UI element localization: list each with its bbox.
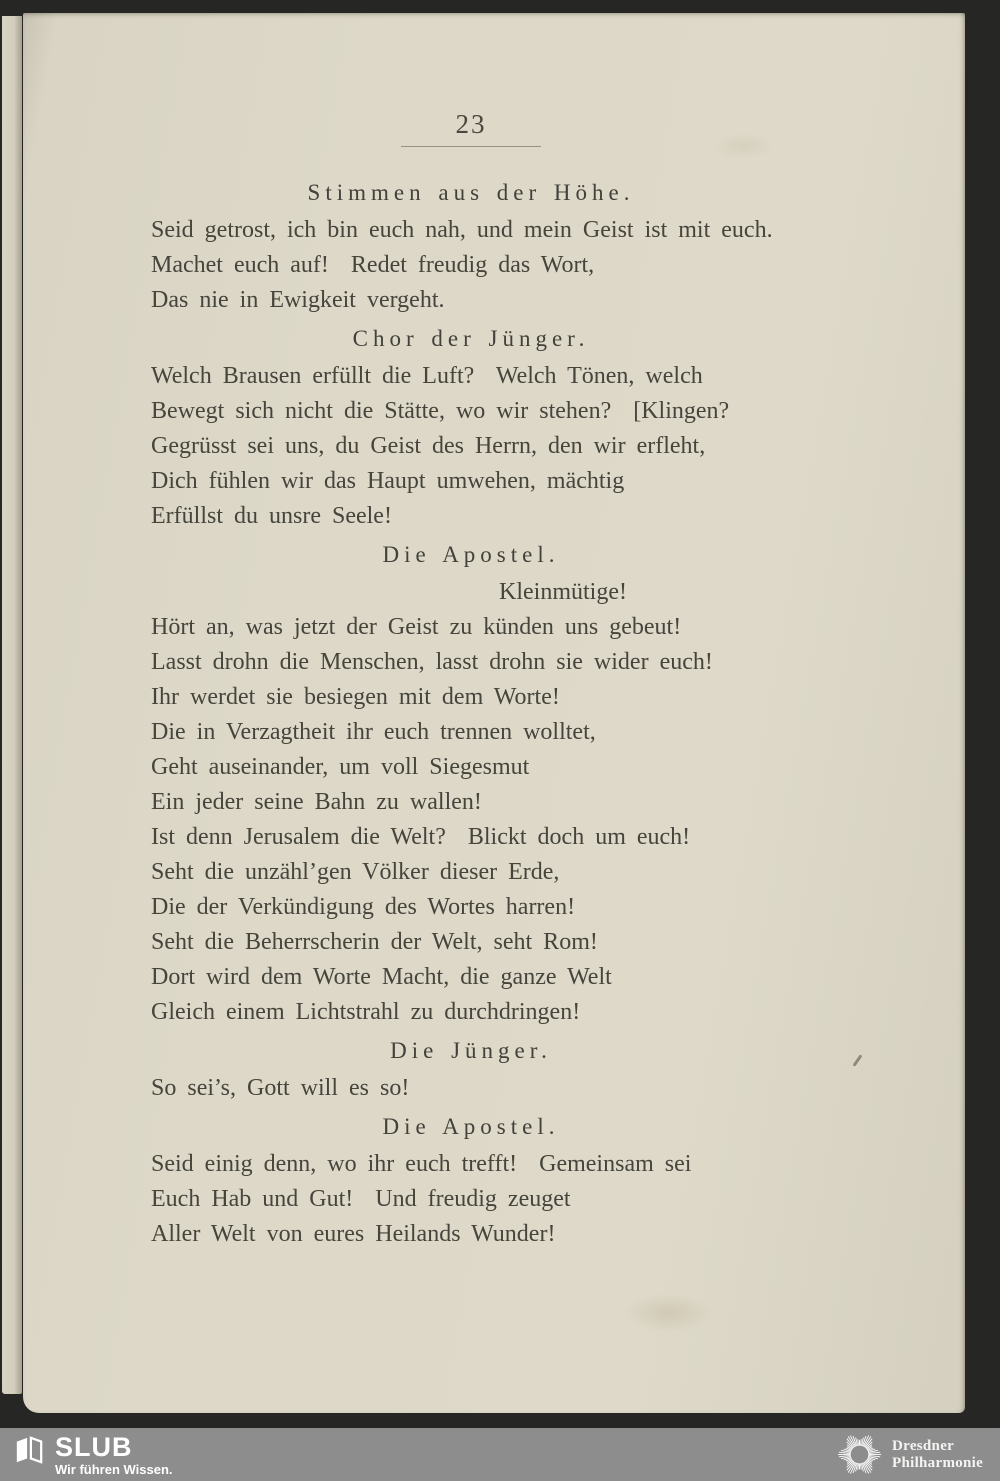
verse-line: Das nie in Ewigkeit vergeht. (151, 287, 445, 313)
section-heading: Die Jünger. (390, 1038, 552, 1063)
viewer-footer (0, 1428, 1000, 1481)
verse-line: Seht die unzähl’gen Völker dieser Erde, (151, 859, 560, 885)
book-icon (14, 1435, 44, 1465)
verse-line: Kleinmütige! (499, 579, 627, 605)
partner-line2: Philharmonie (892, 1454, 984, 1471)
verse-line: Gegrüsst sei uns, du Geist des Herrn, den wir erfleht, (151, 433, 706, 459)
dresdner-philharmonie-logo (836, 1431, 983, 1478)
slub-text (55, 1433, 173, 1477)
verse-line: Hört an, was jetzt der Geist zu künden uns gebeut! (151, 614, 682, 640)
verse-line: Machet euch auf! Redet freudig das Wort, (151, 252, 595, 278)
underlying-page-edge (2, 16, 22, 1394)
verse-line: Die der Verkündigung des Wortes harren! (151, 894, 576, 920)
verse-line: Die in Verzagtheit ihr euch trennen wolltet, (151, 719, 596, 745)
verse-line: So sei’s, Gott will es so! (151, 1075, 410, 1101)
text-column (151, 13, 851, 1252)
verse-line: Seid getrost, ich bin euch nah, und mein Geist ist mit euch. (151, 217, 773, 243)
dresdner-philharmonie-text (892, 1438, 983, 1472)
book-page (23, 13, 965, 1413)
verse-line: Euch Hab und Gut! Und freudig zeuget (151, 1186, 571, 1212)
section-heading: Die Apostel. (382, 1114, 560, 1139)
verse-line: Seid einig denn, wo ihr euch trefft! Gemeinsam sei (151, 1151, 692, 1177)
verse-line: Geht auseinander, um voll Siegesmut (151, 754, 530, 780)
verse-line: Gleich einem Lichtstrahl zu durchdringen! (151, 999, 581, 1025)
verse-line: Ihr werdet sie besiegen mit dem Worte! (151, 684, 560, 710)
slub-tagline: Wir führen Wissen. (55, 1462, 173, 1477)
paper-stain (623, 1293, 713, 1333)
pen-mark (853, 1054, 863, 1066)
page-number: 23 (455, 109, 487, 139)
section-heading: Die Apostel. (382, 542, 560, 567)
verse-line: Seht die Beherrscherin der Welt, seht Rom! (151, 929, 598, 955)
slub-name: SLUB (55, 1432, 133, 1462)
page-number-rule (401, 146, 541, 147)
section-heading: Stimmen aus der Höhe. (307, 180, 635, 205)
verse-line: Erfüllst du unsre Seele! (151, 503, 392, 529)
verse-line: Dich fühlen wir das Haupt umwehen, mächtig (151, 468, 625, 494)
verse-line: Lasst drohn die Menschen, lasst drohn sie wider euch! (151, 649, 713, 675)
verse-line: Ein jeder seine Bahn zu wallen! (151, 789, 482, 815)
section-heading: Chor der Jünger. (352, 326, 590, 351)
verse-line: Dort wird dem Worte Macht, die ganze Welt (151, 964, 612, 990)
partner-line1: Dresdner (892, 1437, 955, 1454)
verse-line: Aller Welt von eures Heilands Wunder! (151, 1221, 556, 1247)
starburst-icon (836, 1431, 883, 1478)
verse-line: Ist denn Jerusalem die Welt? Blickt doch um euch! (151, 824, 691, 850)
slub-logo (14, 1433, 173, 1477)
verse-line: Welch Brausen erfüllt die Luft? Welch Tönen, welch (151, 363, 703, 389)
verse-line: Bewegt sich nicht die Stätte, wo wir stehen? [Klingen? (151, 398, 730, 424)
